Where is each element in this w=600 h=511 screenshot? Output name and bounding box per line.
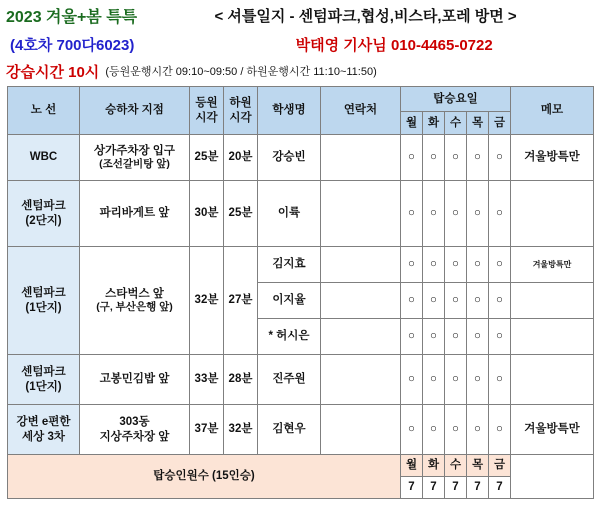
col-student-name: 학생명: [258, 87, 321, 135]
total-day-mon-header: 월: [401, 455, 423, 477]
col-day-mon: 월: [401, 112, 423, 135]
col-ride-days: 탑승요일: [401, 87, 511, 112]
cell-route: [8, 135, 80, 181]
cell-day-tue[interactable]: ○: [423, 283, 445, 319]
cell-day-fri[interactable]: ○: [489, 247, 511, 283]
table-row: [8, 135, 594, 181]
cell-day-thu[interactable]: ○: [467, 283, 489, 319]
cell-departure: 32분: [190, 247, 224, 355]
col-contact: 연락처: [321, 87, 401, 135]
cell-contact[interactable]: [321, 247, 401, 283]
cell-contact[interactable]: [321, 283, 401, 319]
cell-day-tue[interactable]: ○: [423, 181, 445, 247]
total-day-tue-header: 화: [423, 455, 445, 477]
cell-arrival: 20분: [224, 135, 258, 181]
cell-day-fri[interactable]: ○: [489, 283, 511, 319]
cell-stop: [80, 405, 190, 455]
cell-stop: [80, 181, 190, 247]
cell-contact[interactable]: [321, 355, 401, 405]
cell-day-thu[interactable]: ○: [467, 405, 489, 455]
total-count-tue: 7: [423, 477, 445, 499]
cell-day-thu[interactable]: ○: [467, 355, 489, 405]
cell-memo[interactable]: [511, 319, 594, 355]
cell-day-mon[interactable]: ○: [401, 405, 423, 455]
cell-contact[interactable]: [321, 405, 401, 455]
cell-day-tue[interactable]: ○: [423, 355, 445, 405]
cell-day-fri[interactable]: ○: [489, 319, 511, 355]
cell-route: [8, 355, 80, 405]
cell-day-mon[interactable]: ○: [401, 283, 423, 319]
cell-arrival: 25분: [224, 181, 258, 247]
cell-departure: 33분: [190, 355, 224, 405]
cell-memo[interactable]: [511, 181, 594, 247]
cell-day-mon[interactable]: ○: [401, 319, 423, 355]
total-count-thu: 7: [467, 477, 489, 499]
cell-student-name[interactable]: 이지율: [258, 283, 321, 319]
cell-departure: 25분: [190, 135, 224, 181]
header-row-title: [0, 0, 600, 30]
cell-memo[interactable]: 겨울방특만: [511, 405, 594, 455]
shuttle-table: [7, 86, 594, 499]
cell-day-thu[interactable]: ○: [467, 135, 489, 181]
cell-day-fri[interactable]: ○: [489, 181, 511, 247]
cell-stop: [80, 247, 190, 355]
cell-contact[interactable]: [321, 319, 401, 355]
lesson-time-note: (등원운행시간 09:10~09:50 / 하원운행시간 11:10~11:50): [105, 66, 377, 78]
cell-stop: [80, 355, 190, 405]
cell-day-wed[interactable]: ○: [445, 181, 467, 247]
stop-line1: 상가주차장 입구: [94, 144, 175, 157]
route-line2: (1단지): [25, 301, 62, 314]
cell-memo[interactable]: 겨울방특만: [511, 247, 594, 283]
cell-memo[interactable]: [511, 355, 594, 405]
cell-day-wed[interactable]: ○: [445, 405, 467, 455]
bus-number: (4호차 700다6023): [10, 36, 135, 54]
cell-day-wed[interactable]: ○: [445, 247, 467, 283]
driver-contact: 박태영 기사님 010-4465-0722: [295, 36, 493, 54]
total-day-thu-header: 목: [467, 455, 489, 477]
cell-contact[interactable]: [321, 181, 401, 247]
route-line1: 강변 e편한: [16, 416, 71, 429]
cell-day-mon[interactable]: ○: [401, 181, 423, 247]
cell-day-mon[interactable]: ○: [401, 247, 423, 283]
cell-day-tue[interactable]: ○: [423, 247, 445, 283]
stop-line2: (구, 부산은행 앞): [96, 301, 173, 314]
col-departure-line2: 시각: [195, 111, 218, 124]
stop-line2: 지상주차장 앞: [99, 430, 170, 443]
col-route: 노 선: [8, 87, 80, 135]
total-count-fri: 7: [489, 477, 511, 499]
cell-student-name[interactable]: 이륙: [258, 181, 321, 247]
col-departure-line1: 등원: [195, 97, 218, 110]
cell-day-fri[interactable]: ○: [489, 405, 511, 455]
col-day-wed: 수: [445, 112, 467, 135]
table-row: [8, 181, 594, 247]
total-count-mon: 7: [401, 477, 423, 499]
table-header-row: [8, 87, 594, 112]
cell-student-name[interactable]: 진주원: [258, 355, 321, 405]
cell-contact[interactable]: [321, 135, 401, 181]
stop-line1: 고봉민김밥 앞: [99, 373, 170, 386]
table-row: [8, 247, 594, 283]
cell-day-mon[interactable]: ○: [401, 135, 423, 181]
total-label: 탑승인원수 (15인승): [8, 455, 401, 499]
cell-day-thu[interactable]: ○: [467, 247, 489, 283]
total-day-wed-header: 수: [445, 455, 467, 477]
table-footer-days-row: [8, 455, 594, 477]
cell-arrival: 27분: [224, 247, 258, 355]
cell-day-thu[interactable]: ○: [467, 319, 489, 355]
stop-line1: 스타벅스 앞: [105, 287, 164, 300]
header-row-lesson-time: [0, 58, 600, 84]
total-count-wed: 7: [445, 477, 467, 499]
cell-day-thu[interactable]: ○: [467, 181, 489, 247]
stop-line1: 303동: [119, 416, 150, 429]
col-stop: 승하차 지점: [80, 87, 190, 135]
table-row: [8, 355, 594, 405]
footer-memo-blank: [511, 455, 594, 499]
stop-line2: (조선갈비탕 앞): [99, 158, 170, 171]
cell-route: [8, 405, 80, 455]
cell-memo[interactable]: [511, 283, 594, 319]
cell-day-mon[interactable]: ○: [401, 355, 423, 405]
sheet-subtitle: < 셔틀일지 - 센텀파크,협성,비스타,포레 방면 >: [214, 7, 517, 25]
col-memo: 메모: [511, 87, 594, 135]
table-row: [8, 405, 594, 455]
col-departure-time: [190, 87, 224, 135]
header-row-bus-driver: [0, 30, 600, 58]
route-line2: (2단지): [25, 214, 62, 227]
cell-day-wed[interactable]: ○: [445, 135, 467, 181]
col-day-fri: 금: [489, 112, 511, 135]
cell-departure: 37분: [190, 405, 224, 455]
route-line1: 센텀파크: [21, 200, 66, 213]
cell-arrival: 28분: [224, 355, 258, 405]
cell-route: [8, 247, 80, 355]
cell-stop: [80, 135, 190, 181]
cell-day-fri[interactable]: ○: [489, 355, 511, 405]
route-line2: 세상 3차: [22, 430, 65, 443]
cell-departure: 30분: [190, 181, 224, 247]
cell-memo[interactable]: 겨울방특만: [511, 135, 594, 181]
route-line1: 센텀파크: [21, 366, 66, 379]
cell-day-wed[interactable]: ○: [445, 283, 467, 319]
cell-day-fri[interactable]: ○: [489, 135, 511, 181]
cell-student-name[interactable]: 강승빈: [258, 135, 321, 181]
cell-day-wed[interactable]: ○: [445, 319, 467, 355]
col-day-tue: 화: [423, 112, 445, 135]
total-day-fri-header: 금: [489, 455, 511, 477]
route-line1: 센텀파크: [21, 287, 66, 300]
route-line2: (1단지): [25, 380, 62, 393]
col-arrival-line2: 시각: [229, 111, 252, 124]
route-line1: WBC: [29, 151, 58, 164]
cell-student-name[interactable]: * 허시은: [258, 319, 321, 355]
col-arrival-time: [224, 87, 258, 135]
cell-day-wed[interactable]: ○: [445, 355, 467, 405]
stop-line1: 파리바게트 앞: [99, 207, 170, 220]
cell-day-tue[interactable]: ○: [423, 135, 445, 181]
col-day-thu: 목: [467, 112, 489, 135]
cell-student-name[interactable]: 김현우: [258, 405, 321, 455]
col-arrival-line1: 하원: [229, 97, 252, 110]
cell-arrival: 32분: [224, 405, 258, 455]
cell-route: [8, 181, 80, 247]
cell-day-tue[interactable]: ○: [423, 319, 445, 355]
lesson-time: 강습시간 10시: [6, 63, 100, 81]
cell-student-name[interactable]: 김지효: [258, 247, 321, 283]
page-title: 2023 겨울+봄 특특: [6, 8, 138, 26]
cell-day-tue[interactable]: ○: [423, 405, 445, 455]
